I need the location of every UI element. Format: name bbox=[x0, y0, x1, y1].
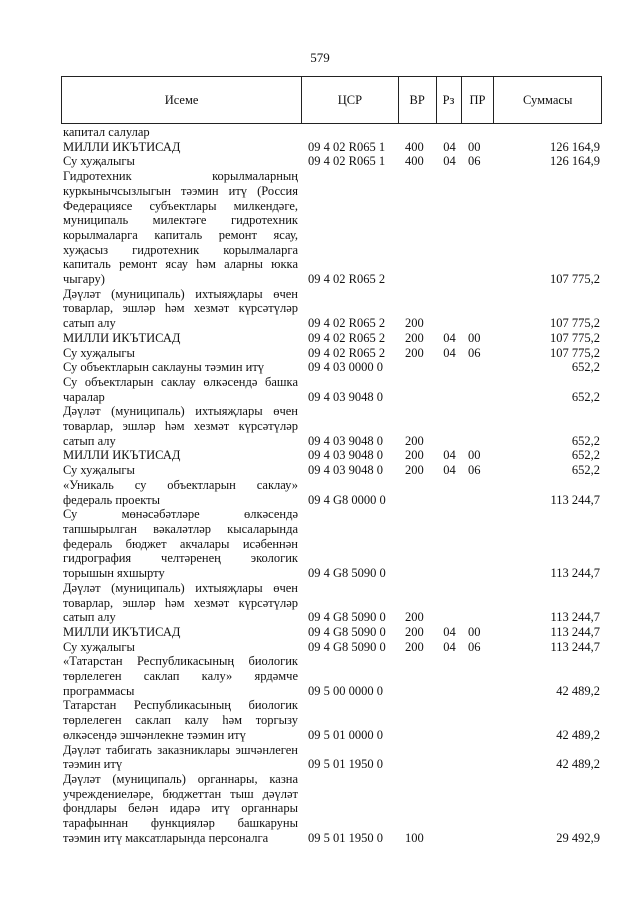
row-rz bbox=[437, 346, 462, 361]
row-name bbox=[61, 463, 302, 478]
table-row bbox=[61, 640, 602, 655]
row-name bbox=[61, 507, 302, 581]
row-name-line: «Уникаль су объектларын саклау» bbox=[63, 477, 298, 492]
row-name bbox=[61, 287, 302, 331]
row-name bbox=[61, 698, 302, 742]
row-csr-text: 09 4 02 R065 1 bbox=[308, 154, 386, 169]
row-pr bbox=[462, 654, 495, 698]
row-name bbox=[61, 743, 302, 772]
row-csr-text: 09 4 03 9048 0 bbox=[308, 433, 383, 448]
row-name-line: МИЛЛИ ИКЪТИСАД bbox=[63, 624, 181, 639]
row-sum-text: 42 489,2 bbox=[556, 757, 600, 772]
table-row bbox=[61, 375, 602, 404]
row-csr bbox=[302, 125, 399, 140]
row-name-line: төрлелеген саклап калу» ярдәмче bbox=[63, 669, 298, 684]
row-name bbox=[61, 448, 302, 463]
row-vr bbox=[399, 463, 437, 478]
row-csr-text: 09 4 03 9048 0 bbox=[308, 463, 383, 478]
row-sum bbox=[495, 346, 602, 361]
row-sum-text: 29 492,9 bbox=[556, 830, 600, 845]
row-csr bbox=[302, 507, 399, 581]
row-sum-text: 42 489,2 bbox=[556, 683, 600, 698]
row-csr bbox=[302, 743, 399, 772]
row-vr bbox=[399, 375, 437, 404]
row-vr-text: 200 bbox=[405, 433, 424, 448]
row-csr bbox=[302, 448, 399, 463]
row-pr bbox=[462, 287, 495, 331]
row-name bbox=[61, 154, 302, 169]
row-pr-text: 06 bbox=[468, 154, 481, 169]
row-sum bbox=[495, 448, 602, 463]
row-rz bbox=[437, 125, 462, 140]
row-pr-text: 00 bbox=[468, 624, 481, 639]
row-name-line: Гидротехник корылмаларның bbox=[63, 169, 298, 184]
row-name-line: төрлелеген саклап калу һәм торгызу bbox=[63, 713, 298, 728]
row-csr-text: 09 5 01 0000 0 bbox=[308, 727, 383, 742]
row-csr-text: 09 5 01 1950 0 bbox=[308, 830, 383, 845]
row-pr-text: 00 bbox=[468, 330, 481, 345]
row-vr bbox=[399, 507, 437, 581]
row-pr bbox=[462, 640, 495, 655]
row-sum-text: 113 244,7 bbox=[550, 639, 600, 654]
header-name: Исеме bbox=[62, 77, 302, 123]
row-csr bbox=[302, 360, 399, 375]
row-name-line: сатып алу bbox=[63, 433, 116, 448]
row-vr-text: 400 bbox=[405, 154, 424, 169]
row-rz-text: 04 bbox=[443, 624, 456, 639]
row-name-line: муниципаль милектәге гидротехник bbox=[63, 213, 298, 228]
row-sum bbox=[495, 463, 602, 478]
row-name bbox=[61, 346, 302, 361]
table-row bbox=[61, 698, 602, 742]
row-name bbox=[61, 125, 302, 140]
row-pr bbox=[462, 375, 495, 404]
row-csr-text: 09 5 00 0000 0 bbox=[308, 683, 383, 698]
table-row bbox=[61, 625, 602, 640]
row-rz bbox=[437, 140, 462, 155]
row-name-line: гидрография челтәренең экологик bbox=[63, 551, 298, 566]
table-row bbox=[61, 772, 602, 846]
row-sum-text: 113 244,7 bbox=[550, 566, 600, 581]
table-row bbox=[61, 346, 602, 361]
table-row bbox=[61, 448, 602, 463]
row-csr-text: 09 4 G8 5090 0 bbox=[308, 610, 386, 625]
row-rz-text: 04 bbox=[443, 345, 456, 360]
row-vr bbox=[399, 287, 437, 331]
row-vr bbox=[399, 448, 437, 463]
row-csr-text: 09 5 01 1950 0 bbox=[308, 757, 383, 772]
row-pr bbox=[462, 507, 495, 581]
row-vr bbox=[399, 772, 437, 846]
row-sum-text: 126 164,9 bbox=[550, 139, 600, 154]
row-vr bbox=[399, 743, 437, 772]
row-name-line: Су хуҗалыгы bbox=[63, 639, 135, 654]
table-row bbox=[61, 743, 602, 772]
row-name-line: торышын яхшырту bbox=[63, 566, 165, 581]
row-vr bbox=[399, 154, 437, 169]
row-pr bbox=[462, 404, 495, 448]
row-name-line: МИЛЛИ ИКЪТИСАД bbox=[63, 448, 181, 463]
row-sum bbox=[495, 772, 602, 846]
row-sum-text: 126 164,9 bbox=[550, 154, 600, 169]
row-csr-text: 09 4 02 R065 2 bbox=[308, 316, 386, 331]
table-row bbox=[61, 287, 602, 331]
row-rz-text: 04 bbox=[443, 463, 456, 478]
row-pr bbox=[462, 478, 495, 507]
row-vr bbox=[399, 169, 437, 287]
row-name bbox=[61, 169, 302, 287]
table-row bbox=[61, 125, 602, 140]
row-rz-text: 04 bbox=[443, 448, 456, 463]
row-name-line: фондлары белән идарә итү органнары bbox=[63, 801, 298, 816]
header-rz: Рз bbox=[437, 77, 462, 123]
row-name-line: Дәүләт табигать заказниклары эшчәнлеген bbox=[63, 742, 298, 757]
header-pr: ПР bbox=[462, 77, 495, 123]
row-name-line: чыгару) bbox=[63, 272, 105, 287]
row-vr bbox=[399, 125, 437, 140]
row-rz bbox=[437, 375, 462, 404]
row-sum bbox=[495, 654, 602, 698]
row-pr-text: 00 bbox=[468, 139, 481, 154]
row-vr-text: 200 bbox=[405, 463, 424, 478]
row-rz-text: 04 bbox=[443, 154, 456, 169]
row-vr bbox=[399, 140, 437, 155]
table-row bbox=[61, 360, 602, 375]
row-name-line: сатып алу bbox=[63, 610, 116, 625]
row-csr bbox=[302, 287, 399, 331]
table-row bbox=[61, 581, 602, 625]
row-vr bbox=[399, 625, 437, 640]
row-csr-text: 09 4 G8 0000 0 bbox=[308, 492, 386, 507]
row-csr bbox=[302, 375, 399, 404]
row-pr bbox=[462, 463, 495, 478]
row-name bbox=[61, 404, 302, 448]
row-name-line: корылмаларга капиталь ремонт ясау, bbox=[63, 227, 298, 242]
row-vr bbox=[399, 360, 437, 375]
row-rz bbox=[437, 287, 462, 331]
row-name bbox=[61, 654, 302, 698]
row-rz-text: 04 bbox=[443, 330, 456, 345]
row-name-line: Дәүләт (муниципаль) ихтыяҗлары өчен bbox=[63, 286, 298, 301]
row-rz bbox=[437, 625, 462, 640]
row-csr-text: 09 4 02 R065 2 bbox=[308, 345, 386, 360]
row-sum-text: 107 775,2 bbox=[550, 345, 600, 360]
row-sum bbox=[495, 640, 602, 655]
row-name-line: Федерациясе субъектлары милкендәге, bbox=[63, 198, 298, 213]
row-sum bbox=[495, 625, 602, 640]
row-name-line: федераль бюджет акчалары исәбеннән bbox=[63, 536, 298, 551]
row-vr-text: 200 bbox=[405, 624, 424, 639]
table-row bbox=[61, 463, 602, 478]
table-row bbox=[61, 507, 602, 581]
row-sum bbox=[495, 698, 602, 742]
row-csr bbox=[302, 331, 399, 346]
row-name-line: Дәүләт (муниципаль) ихтыяҗлары өчен bbox=[63, 580, 298, 595]
row-name-line: Су мөнәсәбәтләре өлкәсендә bbox=[63, 507, 298, 522]
row-csr-text: 09 4 02 R065 2 bbox=[308, 272, 386, 287]
row-sum-text: 652,2 bbox=[571, 433, 600, 448]
row-sum bbox=[495, 375, 602, 404]
table-row bbox=[61, 331, 602, 346]
row-vr-text: 200 bbox=[405, 345, 424, 360]
row-pr bbox=[462, 140, 495, 155]
row-pr-text: 00 bbox=[468, 448, 481, 463]
row-vr-text: 200 bbox=[405, 639, 424, 654]
header-sum: Суммасы bbox=[523, 92, 573, 107]
row-rz bbox=[437, 743, 462, 772]
table-body bbox=[61, 125, 602, 845]
table-row bbox=[61, 478, 602, 507]
row-name-line: Су хуҗалыгы bbox=[63, 345, 135, 360]
row-vr bbox=[399, 478, 437, 507]
row-name bbox=[61, 375, 302, 404]
row-name-line: капитал салулар bbox=[63, 125, 150, 139]
row-sum-text: 113 244,7 bbox=[550, 624, 600, 639]
row-csr bbox=[302, 154, 399, 169]
row-sum bbox=[495, 154, 602, 169]
row-name-line: хуҗасыз гидротехник корылмаларга bbox=[63, 242, 298, 257]
row-pr bbox=[462, 125, 495, 140]
row-vr bbox=[399, 654, 437, 698]
row-rz-text: 04 bbox=[443, 139, 456, 154]
page-number: 579 bbox=[310, 50, 330, 65]
row-name-line: Татарстан Республикасының биологик bbox=[63, 698, 298, 713]
row-sum bbox=[495, 404, 602, 448]
row-sum-text: 107 775,2 bbox=[550, 316, 600, 331]
row-pr-text: 06 bbox=[468, 639, 481, 654]
row-name bbox=[61, 478, 302, 507]
row-rz bbox=[437, 654, 462, 698]
row-name-line: Су объектларын саклауны тәэмин итү bbox=[63, 360, 265, 375]
row-rz bbox=[437, 448, 462, 463]
row-pr bbox=[462, 331, 495, 346]
row-name-line: Су объектларын саклау өлкәсендә башка bbox=[63, 374, 298, 389]
row-rz bbox=[437, 640, 462, 655]
row-rz bbox=[437, 478, 462, 507]
row-name-line: «Татарстан Республикасының биологик bbox=[63, 654, 298, 669]
row-rz bbox=[437, 772, 462, 846]
row-name-line: программасы bbox=[63, 683, 135, 698]
row-vr-text: 100 bbox=[405, 830, 424, 845]
row-pr bbox=[462, 169, 495, 287]
row-rz-text: 04 bbox=[443, 639, 456, 654]
row-csr bbox=[302, 404, 399, 448]
row-vr bbox=[399, 346, 437, 361]
row-sum-text: 107 775,2 bbox=[550, 272, 600, 287]
row-pr bbox=[462, 448, 495, 463]
row-name-line: МИЛЛИ ИКЪТИСАД bbox=[63, 139, 181, 154]
row-vr bbox=[399, 331, 437, 346]
row-name-line: чаралар bbox=[63, 389, 105, 404]
table-header bbox=[61, 76, 602, 124]
row-rz bbox=[437, 331, 462, 346]
row-pr bbox=[462, 698, 495, 742]
row-vr bbox=[399, 404, 437, 448]
table-row bbox=[61, 404, 602, 448]
row-sum bbox=[495, 581, 602, 625]
row-name bbox=[61, 625, 302, 640]
row-sum bbox=[495, 331, 602, 346]
row-csr bbox=[302, 654, 399, 698]
row-sum bbox=[495, 125, 602, 140]
row-csr bbox=[302, 169, 399, 287]
table-row bbox=[61, 140, 602, 155]
header-vr: ВР bbox=[399, 77, 437, 123]
row-vr-text: 200 bbox=[405, 316, 424, 331]
row-name-line: товарлар, эшләр һәм хезмәт күрсәтүләр bbox=[63, 419, 298, 434]
row-vr-text: 400 bbox=[405, 139, 424, 154]
row-name-line: федераль проекты bbox=[63, 492, 161, 507]
row-pr bbox=[462, 346, 495, 361]
row-pr bbox=[462, 772, 495, 846]
row-sum bbox=[495, 169, 602, 287]
row-name-line: тарафыннан функцияләр башкаруны bbox=[63, 816, 298, 831]
row-name bbox=[61, 640, 302, 655]
row-vr bbox=[399, 698, 437, 742]
row-name bbox=[61, 772, 302, 846]
row-sum-text: 113 244,7 bbox=[550, 492, 600, 507]
row-name-line: Су хуҗалыгы bbox=[63, 463, 135, 478]
row-vr-text: 200 bbox=[405, 610, 424, 625]
row-csr-text: 09 4 02 R065 1 bbox=[308, 139, 386, 154]
row-rz bbox=[437, 463, 462, 478]
row-rz bbox=[437, 154, 462, 169]
row-vr bbox=[399, 581, 437, 625]
row-sum-text: 107 775,2 bbox=[550, 330, 600, 345]
row-name-line: өлкәсендә эшчәнлекне тәэмин итү bbox=[63, 727, 246, 742]
row-csr bbox=[302, 463, 399, 478]
table-row bbox=[61, 154, 602, 169]
row-vr-text: 200 bbox=[405, 448, 424, 463]
row-csr-text: 09 4 G8 5090 0 bbox=[308, 566, 386, 581]
row-sum bbox=[495, 507, 602, 581]
row-name bbox=[61, 360, 302, 375]
row-name-line: учреждениеләре, бюджеттан тыш дәүләт bbox=[63, 786, 298, 801]
row-sum bbox=[495, 478, 602, 507]
row-csr bbox=[302, 698, 399, 742]
row-sum bbox=[495, 743, 602, 772]
row-rz bbox=[437, 507, 462, 581]
row-sum-text: 652,2 bbox=[571, 463, 600, 478]
row-csr-text: 09 4 G8 5090 0 bbox=[308, 639, 386, 654]
row-sum-text: 113 244,7 bbox=[550, 610, 600, 625]
row-name bbox=[61, 581, 302, 625]
row-rz bbox=[437, 360, 462, 375]
row-name-line: товарлар, эшләр һәм хезмәт күрсәтүләр bbox=[63, 595, 298, 610]
row-rz bbox=[437, 404, 462, 448]
row-pr bbox=[462, 154, 495, 169]
row-csr bbox=[302, 140, 399, 155]
row-csr-text: 09 4 03 0000 0 bbox=[308, 360, 383, 375]
row-name-line: товарлар, эшләр һәм хезмәт күрсәтүләр bbox=[63, 301, 298, 316]
row-name bbox=[61, 331, 302, 346]
row-rz bbox=[437, 581, 462, 625]
row-name-line: сатып алу bbox=[63, 316, 116, 331]
row-pr bbox=[462, 743, 495, 772]
row-csr bbox=[302, 581, 399, 625]
row-csr bbox=[302, 478, 399, 507]
row-sum-text: 652,2 bbox=[571, 448, 600, 463]
row-name-line: МИЛЛИ ИКЪТИСАД bbox=[63, 330, 181, 345]
row-name-line: Дәүләт (муниципаль) органнары, казна bbox=[63, 771, 298, 786]
row-csr bbox=[302, 640, 399, 655]
header-csr: ЦСР bbox=[302, 77, 399, 123]
row-csr-text: 09 4 03 9048 0 bbox=[308, 389, 383, 404]
row-name-line: Су хуҗалыгы bbox=[63, 154, 135, 169]
row-pr bbox=[462, 581, 495, 625]
row-csr-text: 09 4 G8 5090 0 bbox=[308, 624, 386, 639]
row-sum-text: 652,2 bbox=[571, 389, 600, 404]
row-name-line: Дәүләт (муниципаль) ихтыяҗлары өчен bbox=[63, 404, 298, 419]
row-vr bbox=[399, 640, 437, 655]
row-csr-text: 09 4 02 R065 2 bbox=[308, 330, 386, 345]
row-sum bbox=[495, 360, 602, 375]
row-name-line: тәэмин итү максатларында персоналга bbox=[63, 830, 269, 845]
row-name bbox=[61, 140, 302, 155]
row-name-line: куркынычсызлыгын тәэмин итү (Россия bbox=[63, 183, 298, 198]
table-row bbox=[61, 654, 602, 698]
row-sum bbox=[495, 287, 602, 331]
row-name-line: капиталь ремонт ясау һәм аларны юкка bbox=[63, 257, 298, 272]
row-pr bbox=[462, 625, 495, 640]
row-vr-text: 200 bbox=[405, 330, 424, 345]
row-name-line: тәэмин итү bbox=[63, 757, 123, 772]
row-csr bbox=[302, 772, 399, 846]
row-csr bbox=[302, 346, 399, 361]
row-rz bbox=[437, 169, 462, 287]
row-name-line: тапшырылган вәкаләтләр кысаларында bbox=[63, 521, 298, 536]
table-row bbox=[61, 169, 602, 287]
row-sum bbox=[495, 140, 602, 155]
row-csr-text: 09 4 03 9048 0 bbox=[308, 448, 383, 463]
row-pr bbox=[462, 360, 495, 375]
row-sum-text: 652,2 bbox=[571, 360, 600, 375]
row-csr bbox=[302, 625, 399, 640]
row-sum-text: 42 489,2 bbox=[556, 727, 600, 742]
row-rz bbox=[437, 698, 462, 742]
row-pr-text: 06 bbox=[468, 345, 481, 360]
row-pr-text: 06 bbox=[468, 463, 481, 478]
